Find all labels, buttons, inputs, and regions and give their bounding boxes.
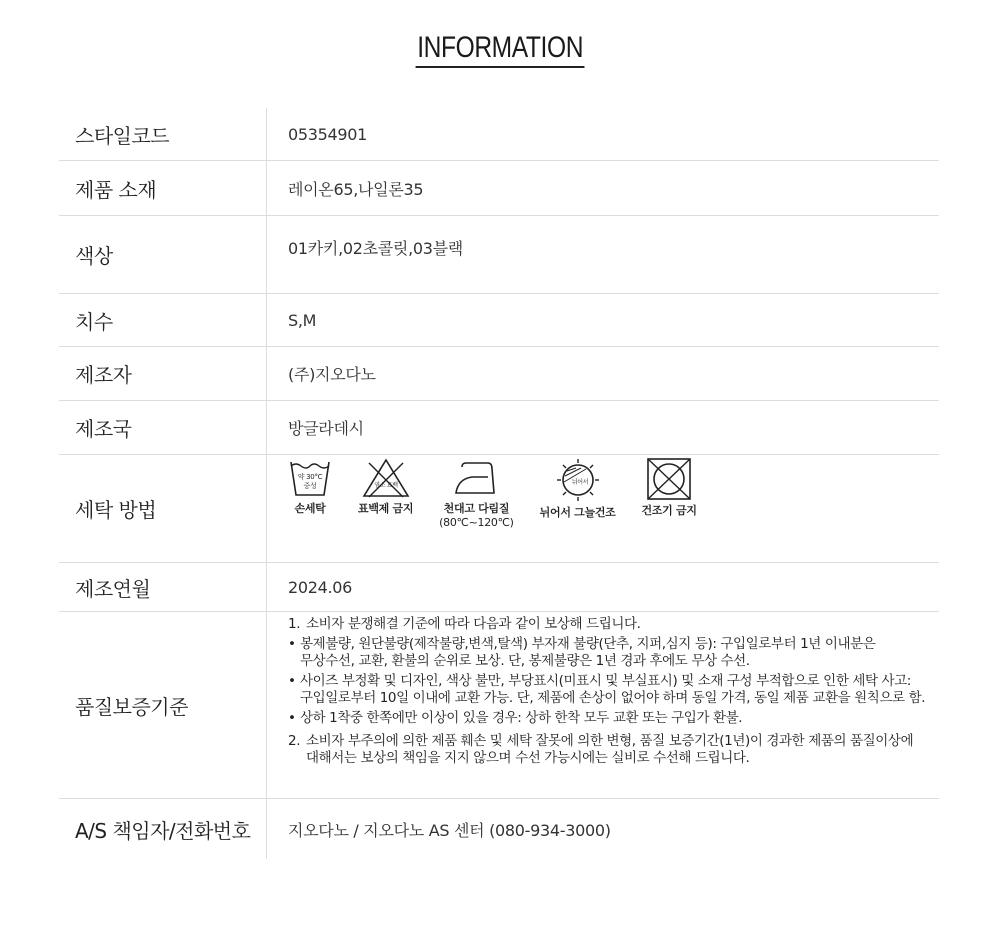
row-label: 색상 [59, 216, 267, 293]
care-caption: 뉘어서 그늘건조 [539, 506, 616, 519]
table-row-manufacturer [59, 347, 939, 401]
row-value: 2024.06 [288, 577, 353, 597]
row-label: 치수 [59, 294, 267, 346]
table-row-material [59, 161, 939, 216]
page-title: INFORMATION [415, 30, 584, 68]
row-label: 품질보증기준 [59, 612, 267, 798]
dry-flat-shade-icon [554, 457, 602, 503]
row-value: S,M [288, 310, 317, 330]
row-label: A/S 책임자/전화번호 [59, 799, 267, 859]
table-row-date [59, 563, 939, 612]
care-caption: 표백제 금지 [358, 502, 414, 515]
row-label: 제품 소재 [59, 161, 267, 215]
header [0, 30, 1000, 68]
row-value: 방글라데시 [288, 419, 364, 438]
quality-text: 1. 소비자 분쟁해결 기준에 따라 다음과 같이 보상해 드립니다. • 봉제불량, 원단불량(제작불량,변색,탈색) 부자재 불량(단추, 지퍼,심지 등): 구입일로부터 1년 이내분은 무상수선, 교환, 환불의 순위로 보상. 단, 봉제불량은 1년 경과 후에도 무상 수선. • 사이즈 부정확 및 디자인, 색상 불만, 부당표시(미표시 및 부실표시) 및 소재 구성 부적합으로 인한 세탁 사고: 구입일로부터 10일 이내에 교환 가능. 단, 제품에 손상이 없어야 하며 동일 가격, 동일 제품 교환을 원칙으로 함. • 상하 1착중 한쪽에만 이상이 있을 경우: 상하 한착 모두 교환 또는 구입가 환불. 2. 소비자 부주의에 의한 제품 훼손 및 세탁 잘못에 의한 변형, 품질 보증기간(1년)이 경과한 제품의 품질이상에 대해서는 보상의 책임을 지지 않으며 수선 가능시에는 실비로 수선해 드립니다. [288, 616, 926, 766]
row-label: 세탁 방법 [59, 455, 267, 562]
hand-wash-30c-icon [288, 457, 332, 499]
care-hand-wash [288, 457, 332, 516]
table-row-country [59, 401, 939, 455]
iron-icon [452, 457, 500, 499]
row-label: 제조국 [59, 401, 267, 454]
svg-text:약 30°C: 약 30°C [297, 473, 323, 481]
row-label: 제조자 [59, 347, 267, 400]
row-value: 05354901 [288, 124, 368, 144]
table-row-as [59, 799, 939, 859]
table-row-quality [59, 612, 939, 799]
no-tumble-dry-icon [646, 457, 692, 501]
product-info-table [59, 108, 939, 859]
care-dry-flat-shade [540, 457, 616, 520]
care-symbols [267, 455, 939, 562]
svg-text:중성: 중성 [303, 482, 317, 490]
table-row-color [59, 216, 939, 294]
care-no-tumble [641, 457, 696, 518]
care-no-bleach [358, 457, 413, 516]
care-iron [439, 457, 514, 530]
table-row-size [59, 294, 939, 347]
row-value: (주)지오다노 [288, 365, 376, 384]
care-caption: 손세탁 [294, 502, 326, 515]
row-label: 제조연월 [59, 563, 267, 611]
row-label: 스타일코드 [59, 108, 267, 160]
row-value: 01카키,02초콜릿,03블랙 [288, 239, 463, 258]
svg-text:뉘어서: 뉘어서 [571, 479, 588, 486]
table-row-washing [59, 455, 939, 563]
row-value: 레이온65,나일론35 [288, 179, 424, 199]
care-caption: 건조기 금지 [641, 504, 697, 517]
no-bleach-icon [361, 457, 411, 499]
row-value: 지오다노 / 지오다노 AS 센터 (080-934-3000) [288, 820, 611, 840]
care-caption: 천대고 다림질 (80℃~120℃) [439, 502, 514, 529]
table-row-style-code [59, 108, 939, 161]
svg-text:염소 표백: 염소 표백 [373, 482, 398, 489]
